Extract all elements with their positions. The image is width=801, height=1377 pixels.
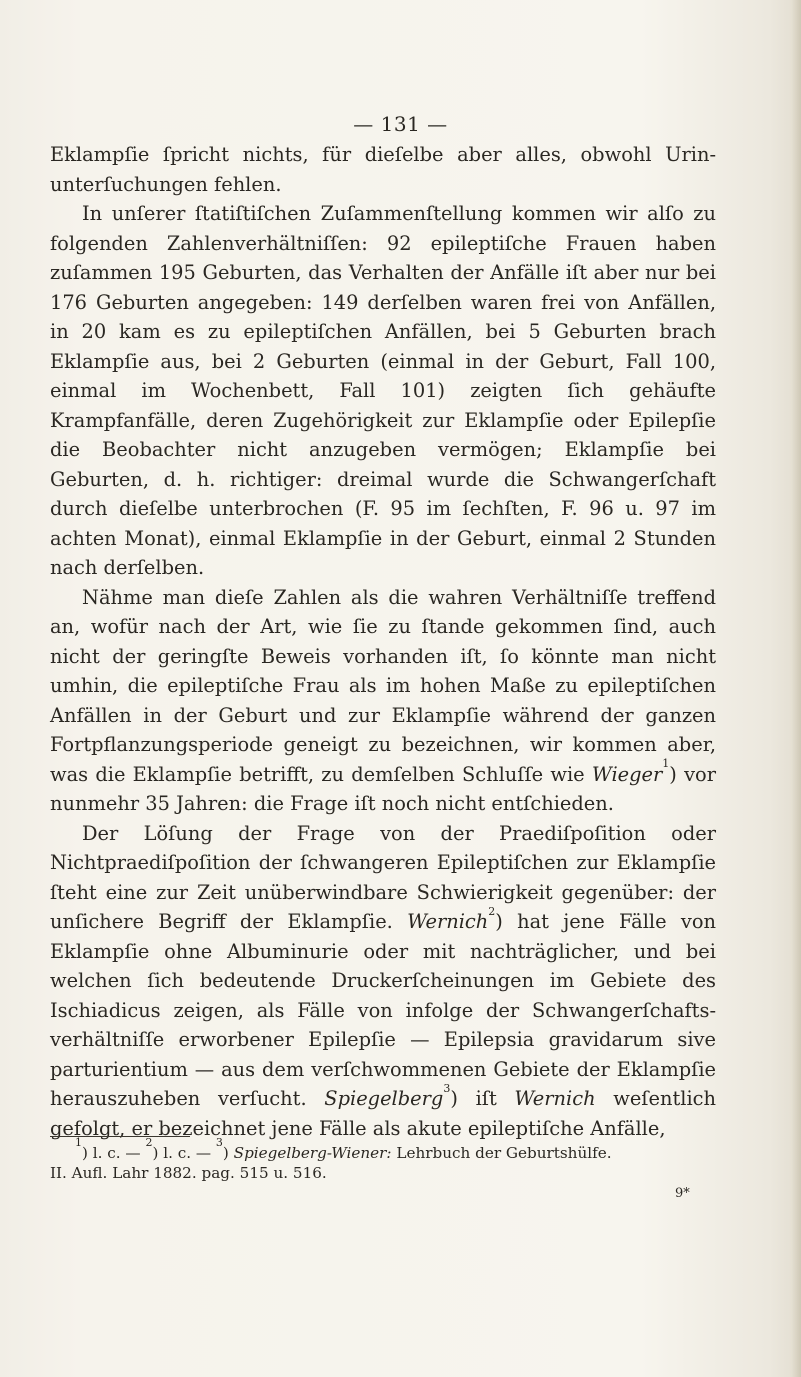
footnote-2-text: ) l. c. — — [152, 1144, 216, 1162]
footnote-line-2: II. Aufl. Lahr 1882. pag. 515 u. 516. — [50, 1164, 327, 1182]
author-wieger: Wieger — [591, 762, 663, 786]
paragraph-4-text-d: weſentlich gefolgt, er bezeichnet jene Fälle als akute epileptiſche Anfälle, — [50, 1087, 716, 1140]
paragraph-4-text-b: ) hat jene Fälle von Eklampſie ohne Albuminurie oder mit nachträglicher, und bei welchen ſich bedeutende Druckerſcheinungen im Gebiete des Ischiadicus zeigen, als Fälle von infolge der Schwangerſchaftsverhältniſſe erworbener Epilepſie — Epilepsia gravidarum sive parturientium — aus dem verſchwommenen Gebiete der Eklampſie herauszuheben verſucht. — [50, 910, 716, 1110]
footnote-3-rest: Lehrbuch der Geburtshülfe. — [391, 1144, 612, 1162]
footnote-1-text: ) l. c. — — [82, 1144, 146, 1162]
paragraph-4-text-a: Der Löſung der Frage von der Praediſpoſition oder Nichtpraediſpoſition der ſchwangeren Epileptiſchen zur Eklampſie ſteht eine zur Zeit unüberwindbare Schwierigkeit gegenüber: der unſichere Begriff der Eklampſie. — [50, 821, 716, 933]
signature-mark: 9* — [675, 1186, 690, 1201]
footnote-marker-1: 1 — [75, 1135, 82, 1149]
footnote-marker-2: 2 — [145, 1135, 153, 1149]
footnote-marker-3: 3 — [215, 1135, 223, 1149]
paragraph-4 — [50, 819, 716, 1144]
page-edge — [791, 0, 801, 1377]
footnote-ref-2: 2 — [488, 904, 496, 918]
footnote-ref-3: 3 — [443, 1081, 451, 1095]
paragraph-3 — [50, 583, 716, 819]
paragraph-2: In unſerer ſtatiſtiſchen Zuſammenſtellung kommen wir alſo zu folgenden Zahlenverhältniſſen: 92 epileptiſche Frauen haben zuſammen 195 Geburten, das Verhalten der Anfälle iſt aber nur bei 176 Geburten angegeben: 149 derſelben waren frei von Anfällen, in 20 kam es zu epileptiſchen Anfällen, bei 5 Geburten brach Eklampſie aus, bei 2 Geburten (einmal in der Geburt, Fall 100, einmal im Wochenbett, Fall 101) zeigten ſich gehäufte Krampfanfälle, deren Zugehörigkeit zur Eklampſie oder Epilepſie die Beobachter nicht anzugeben vermögen; Eklampſie bei Geburten, d. h. richtiger: dreimal wurde die Schwangerſchaft durch dieſelbe unterbrochen (F. 95 im ſechſten, F. 96 u. 97 im achten Monat), einmal Eklampſie in der Geburt, einmal 2 Stunden nach derſelben. — [50, 202, 716, 579]
footnotes — [50, 1135, 726, 1183]
body-text — [50, 140, 716, 1143]
author-wernich-2: Wernich — [514, 1087, 596, 1110]
footnote-ref-1: 1 — [662, 757, 670, 771]
paragraph-4-text-c: ) iſt — [450, 1087, 515, 1110]
paragraph-1: Eklampſie ſpricht nichts, für dieſelbe aber alles, obwohl Urinunterſuchungen fehlen. — [50, 143, 716, 196]
author-spiegelberg: Spiegelberg — [324, 1087, 444, 1110]
paragraph-3-text-b: ) vor nunmehr 35 Jahren: die Frage iſt noch nicht entſchieden. — [50, 762, 716, 815]
page-number: — 131 — — [353, 112, 448, 136]
footnote-line-1 — [50, 1135, 726, 1163]
author-wernich: Wernich — [407, 910, 489, 933]
footnote-rule — [50, 1136, 190, 1137]
footnote-3-author: Spiegelberg-Wiener: — [233, 1144, 392, 1162]
footnote-3-text: ) — [222, 1144, 234, 1162]
paragraph-3-text-a: Nähme man dieſe Zahlen als die wahren Verhältniſſe treffend an, wofür nach der Art, wie ſie zu ſtande gekommen ſind, auch nicht der geringſte Beweis vorhanden iſt, ſo könnte man nicht umhin, die epileptiſche Frau als im hohen Maße zu epileptiſchen Anfällen in der Geburt und zur Eklampſie während der ganzen Fortpflanzungsperiode geneigt zu bezeichnen, wir kommen aber, was die Eklampſie betrifft, zu demſelben Schluſſe wie — [50, 585, 716, 786]
